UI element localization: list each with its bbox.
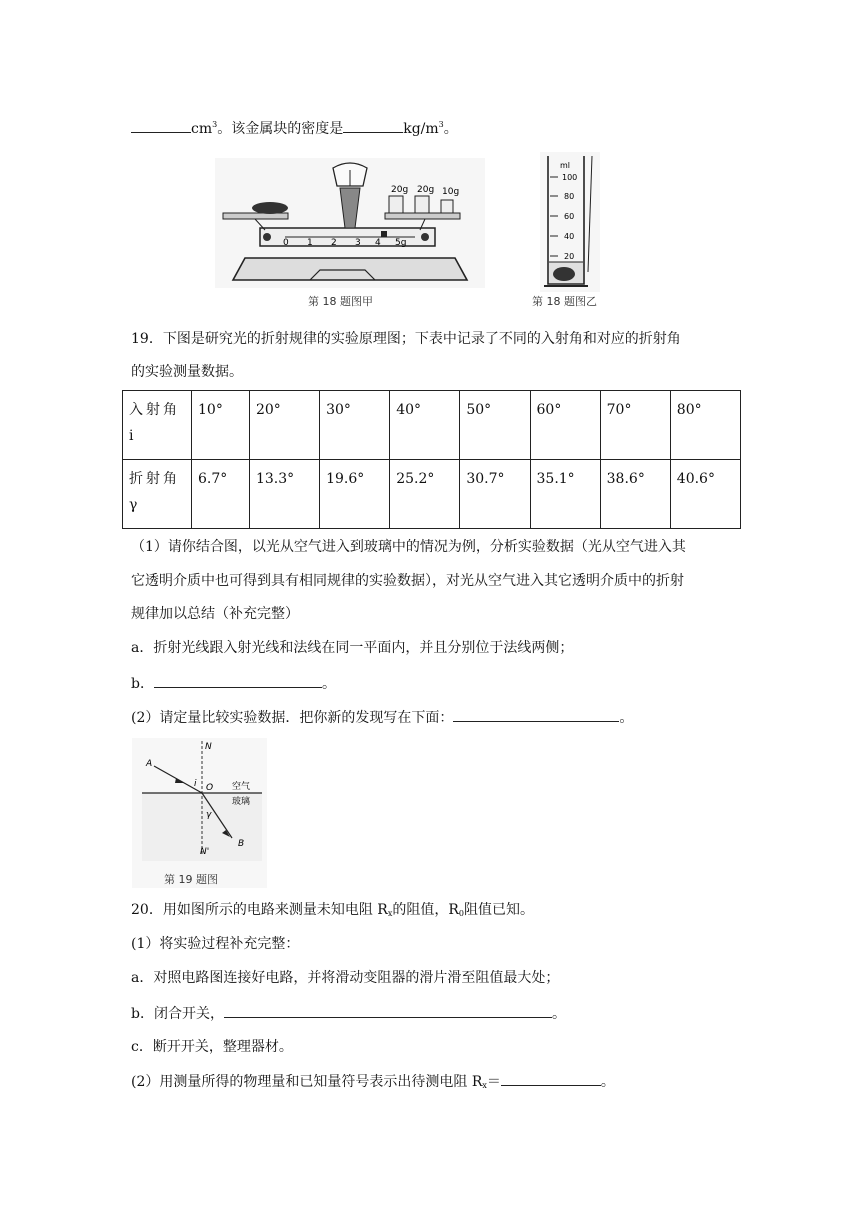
refraction-data-table [122, 390, 741, 529]
table-cell: 38.6° [600, 460, 670, 529]
q20-c-line: c．断开开关，整理器材。 [131, 1039, 293, 1055]
cylinder-tick: 20 [564, 252, 575, 261]
angle-label-i: i [194, 779, 197, 789]
table-cell: 19.6° [320, 460, 390, 529]
balance-figure [215, 158, 485, 288]
volume-blank[interactable] [131, 118, 191, 133]
weight-label: 20g [391, 185, 409, 195]
exponent: 3 [438, 120, 444, 129]
density-prompt: 。该金属块的密度是 [217, 121, 344, 137]
table-cell: 50° [460, 391, 530, 460]
table-cell: 13.3° [249, 460, 319, 529]
cylinder-tick: 100 [562, 173, 578, 182]
q19-intro-line1: 19．下图是研究光的折射规律的实验原理图；下表中记录了不同的入射角和对应的折射角 [131, 331, 681, 347]
punct: 。 [443, 121, 458, 137]
table-cell: 60° [530, 391, 600, 460]
fig19-caption: 第 19 题图 [164, 873, 218, 886]
unit-cm: cm [191, 121, 213, 137]
q19-b-blank[interactable] [154, 673, 322, 688]
air-label: 空气 [232, 782, 251, 792]
scale-tick: 3 [355, 238, 361, 248]
q18-answer-line [131, 115, 458, 139]
table-cell: 70° [600, 391, 670, 460]
table-row [123, 460, 741, 529]
q20-intro: 20．用如图所示的电路来测量未知电阻 $R_x$的阻值，$R_0$阻值已知。 [131, 902, 534, 918]
q19-b-line: b． 。 [131, 673, 336, 694]
row-label-incidence: 入射角 i [123, 391, 192, 460]
table-cell: 80° [670, 391, 740, 460]
scale-tick: 2 [331, 238, 337, 248]
q19-part2-blank[interactable] [453, 707, 619, 722]
row-label-refraction: 折射角 γ [123, 460, 192, 529]
cylinder-tick: 40 [564, 232, 575, 241]
weight-label: 20g [417, 185, 435, 195]
cylinder-figure [540, 152, 600, 292]
table-cell: 40.6° [670, 460, 740, 529]
q20-part1: (1）将实验过程补充完整： [131, 936, 300, 952]
ray-label-a: A [146, 759, 153, 769]
scale-tick: 1 [307, 238, 313, 248]
table-cell: 20° [249, 391, 319, 460]
q20-a-line: a．对照电路图连接好电路，并将滑动变阻器的滑片滑至阻值最大处； [131, 970, 560, 986]
angle-label-gamma: γ [206, 810, 212, 820]
weight-label: 10g [442, 187, 460, 197]
scale-tick: 0 [283, 238, 289, 248]
q20-rx-blank[interactable] [501, 1071, 601, 1086]
q19-part1-line3: 规律加以总结（补充完整） [131, 606, 299, 622]
q19-part2-line: (2）请定量比较实验数据．把你新的发现写在下面： 。 [131, 707, 633, 728]
table-cell: 25.2° [390, 460, 460, 529]
glass-label: 玻璃 [232, 797, 251, 807]
ray-label-b: B [238, 839, 245, 849]
normal-label-n-prime: N' [200, 847, 210, 857]
table-cell: 35.1° [530, 460, 600, 529]
cylinder-unit: ml [560, 161, 571, 170]
q20-b-blank[interactable] [224, 1003, 552, 1018]
density-blank[interactable] [343, 118, 403, 133]
cylinder-tick: 80 [564, 192, 575, 201]
refraction-figure [132, 738, 267, 888]
exponent: 3 [212, 120, 218, 129]
point-label-o: O [206, 783, 214, 793]
scale-tick: 4 [375, 238, 381, 248]
q19-part1-line1: （1）请你结合图，以光从空气进入到玻璃中的情况为例，分析实验数据（光从空气进入其 [131, 539, 686, 555]
table-row [123, 391, 741, 460]
table-cell: 30.7° [460, 460, 530, 529]
scale-tick: 5g [395, 238, 407, 248]
q20-part2: (2）用测量所得的物理量和已知量符号表示出待测电阻 $R_x=$ 。 [131, 1071, 615, 1096]
unit-kg: kg/m [403, 121, 439, 137]
q19-a-line: a．折射光线跟入射光线和法线在同一平面内，并且分别位于法线两侧； [131, 640, 574, 656]
fig18-cylinder-caption: 第 18 题图乙 [532, 295, 597, 308]
table-cell: 10° [192, 391, 250, 460]
normal-label-n: N [205, 742, 212, 752]
table-cell: 30° [320, 391, 390, 460]
table-cell: 6.7° [192, 460, 250, 529]
fig18-balance-caption: 第 18 题图甲 [308, 295, 373, 308]
q20-b-line: b．闭合开关， 。 [131, 1003, 566, 1024]
table-cell: 40° [390, 391, 460, 460]
q19-intro-line2: 的实验测量数据。 [131, 364, 243, 380]
cylinder-tick: 60 [564, 212, 575, 221]
q19-part1-line2: 它透明介质中也可得到具有相同规律的实验数据），对光从空气进入其它透明介质中的折射 [131, 573, 684, 589]
